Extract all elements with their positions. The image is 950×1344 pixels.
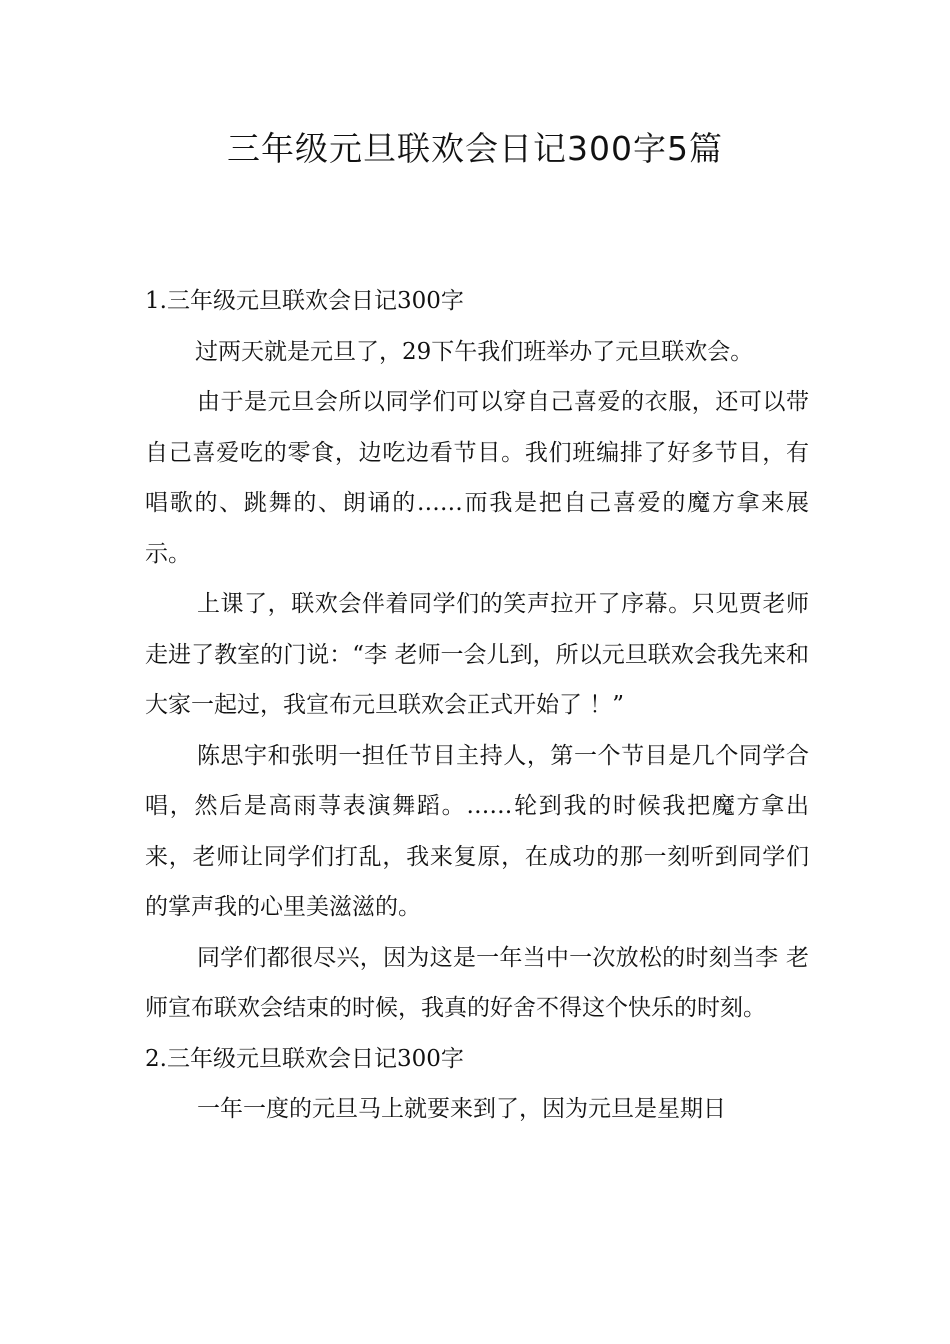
- document-title: 三年级元旦联欢会日记300字5篇: [227, 129, 723, 168]
- document-body: [145, 276, 809, 1135]
- paragraph: 陈思宇和张明一担任节目主持人，第一个节目是几个同学合唱，然后是高雨荨表演舞蹈。……轮到我的时候我把魔方拿出来，老师让同学们打乱，我来复原，在成功的那一刻听到同学们的掌声我的心里美滋滋的。: [145, 742, 809, 920]
- paragraph: 一年一度的元旦马上就要来到了，因为元旦是星期日: [197, 1096, 726, 1122]
- paragraph: 同学们都很尽兴，因为这是一年当中一次放松的时刻当李 老师宣布联欢会结束的时候，我真的好舍不得这个快乐的时刻。: [145, 944, 809, 1021]
- paragraph: 上课了，联欢会伴着同学们的笑声拉开了序幕。只见贾老师走进了教室的门说：“李 老师一会儿到，所以元旦联欢会我先来和大家一起过，我宣布元旦联欢会正式开始了 ！”: [145, 591, 809, 718]
- paragraph: 由于是元旦会所以同学们可以穿自己喜爱的衣服，还可以带自己喜爱吃的零食，边吃边看节目。我们班编排了好多节目，有唱歌的、跳舞的、朗诵的……而我是把自己喜爱的魔方拿来展示。: [145, 389, 809, 567]
- paragraph: 过两天就是元旦了，29下午我们班举办了元旦联欢会。: [195, 338, 754, 365]
- section-heading-2: 2.三年级元旦联欢会日记300字: [145, 1045, 464, 1072]
- section-heading-1: 1.三年级元旦联欢会日记300字: [145, 288, 464, 314]
